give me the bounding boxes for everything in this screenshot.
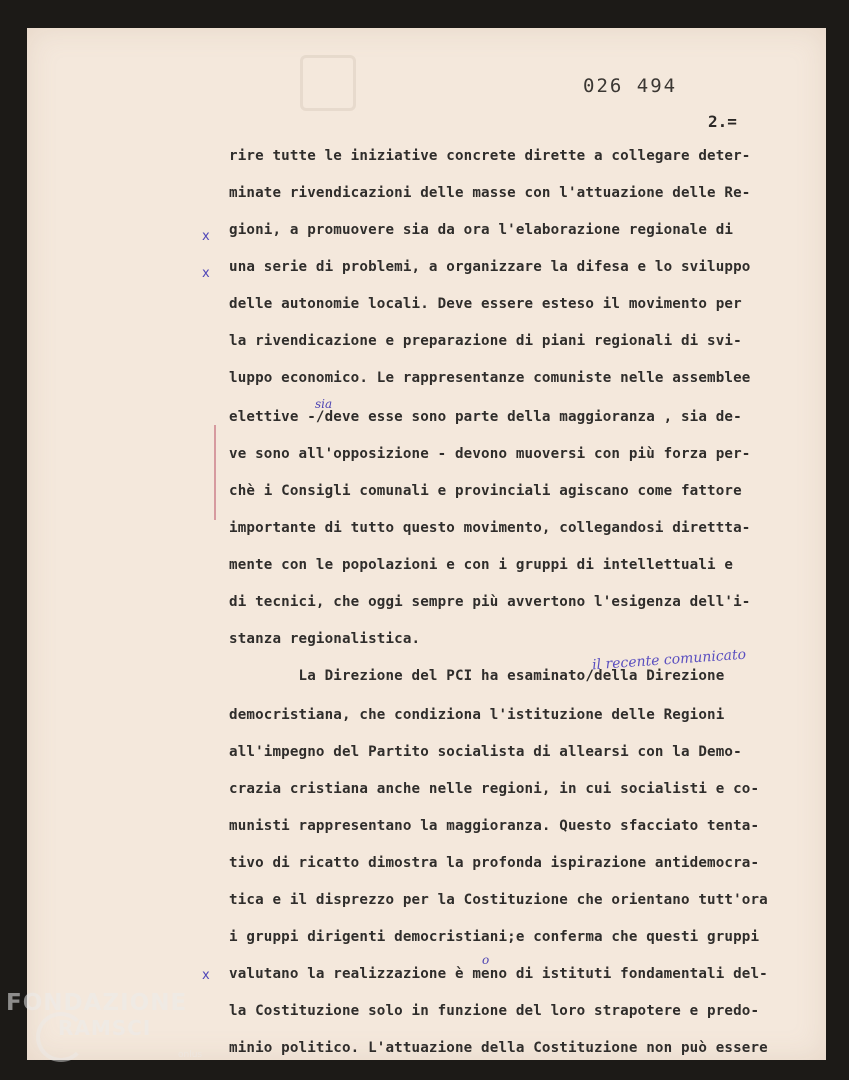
handwritten-comment: il recente comunicato bbox=[591, 646, 747, 674]
text-line: i gruppi dirigenti democristiani;e conferma che questi gruppi bbox=[229, 929, 760, 945]
text-line: di tecnici, che oggi sempre più avvertono l'esigenza dell'i- bbox=[229, 594, 751, 610]
text-line: munisti rappresentano la maggioranza. Questo sfacciato tenta- bbox=[229, 818, 760, 834]
text-line: tivo di ricatto dimostra la profonda ispirazione antidemocra- bbox=[229, 855, 760, 871]
text-line: ve sono all'opposizione - devono muoversi con più forza per- bbox=[229, 446, 751, 462]
text-line: crazia cristiana anche nelle regioni, in cui socialisti e co- bbox=[229, 781, 760, 797]
logo-small-text: onlus bbox=[178, 1050, 203, 1060]
archive-number: 026 494 bbox=[583, 75, 678, 97]
margin-mark: x bbox=[202, 266, 210, 281]
text-line: tica e il disprezzo per la Costituzione che orientano tutt'ora bbox=[229, 892, 768, 908]
text-line: stanza regionalistica. bbox=[229, 631, 421, 647]
text-line: minate rivendicazioni delle masse con l'attuazione delle Re- bbox=[229, 185, 751, 201]
text-line: importante di tutto questo movimento, collegandosi direttta- bbox=[229, 520, 751, 536]
text-line: delle autonomie locali. Deve essere esteso il movimento per bbox=[229, 296, 742, 312]
text-line: gioni, a promuovere sia da ora l'elaborazione regionale di bbox=[229, 222, 734, 238]
text-line: democristiana, che condiziona l'istituzione delle Regioni bbox=[229, 707, 725, 723]
text-line: la Costituzione solo in funzione del loro strapotere e predo- bbox=[229, 1003, 760, 1019]
text-line: una serie di problemi, a organizzare la difesa e lo sviluppo bbox=[229, 259, 751, 275]
text-line: mente con le popolazioni e con i gruppi di intellettuali e bbox=[229, 557, 734, 573]
text-line: La Direzione del PCI ha esaminato/della Direzione bbox=[229, 668, 725, 684]
text-line: minio politico. L'attuazione della Costituzione non può essere bbox=[229, 1040, 768, 1056]
text-line: la rivendicazione e preparazione di piani regionali di svi- bbox=[229, 333, 742, 349]
margin-mark: x bbox=[202, 968, 210, 983]
page-number: 2.= bbox=[708, 112, 737, 131]
text-line: all'impegno del Partito socialista di allearsi con la Demo- bbox=[229, 744, 742, 760]
handwritten-sia: sia bbox=[315, 397, 333, 411]
text-line: chè i Consigli comunali e provinciali agiscano come fattore bbox=[229, 483, 742, 499]
watermark bbox=[300, 55, 356, 111]
logo-subtitle: RAMSCI bbox=[58, 1016, 152, 1040]
margin-line-mark bbox=[214, 425, 216, 520]
text-line: elettive -/deve esse sono parte della maggioranza , sia de- bbox=[229, 409, 742, 425]
logo-title: FONDAZIONE bbox=[6, 990, 188, 1016]
text-line: rire tutte le iniziative concrete dirette a collegare deter- bbox=[229, 148, 751, 164]
text-line: luppo economico. Le rappresentanze comuniste nelle assemblee bbox=[229, 370, 751, 386]
text-line: valutano la realizzazione è meno di istituti fondamentali del- bbox=[229, 966, 768, 982]
handwritten-correction: o bbox=[482, 953, 490, 967]
margin-mark: x bbox=[202, 229, 210, 244]
